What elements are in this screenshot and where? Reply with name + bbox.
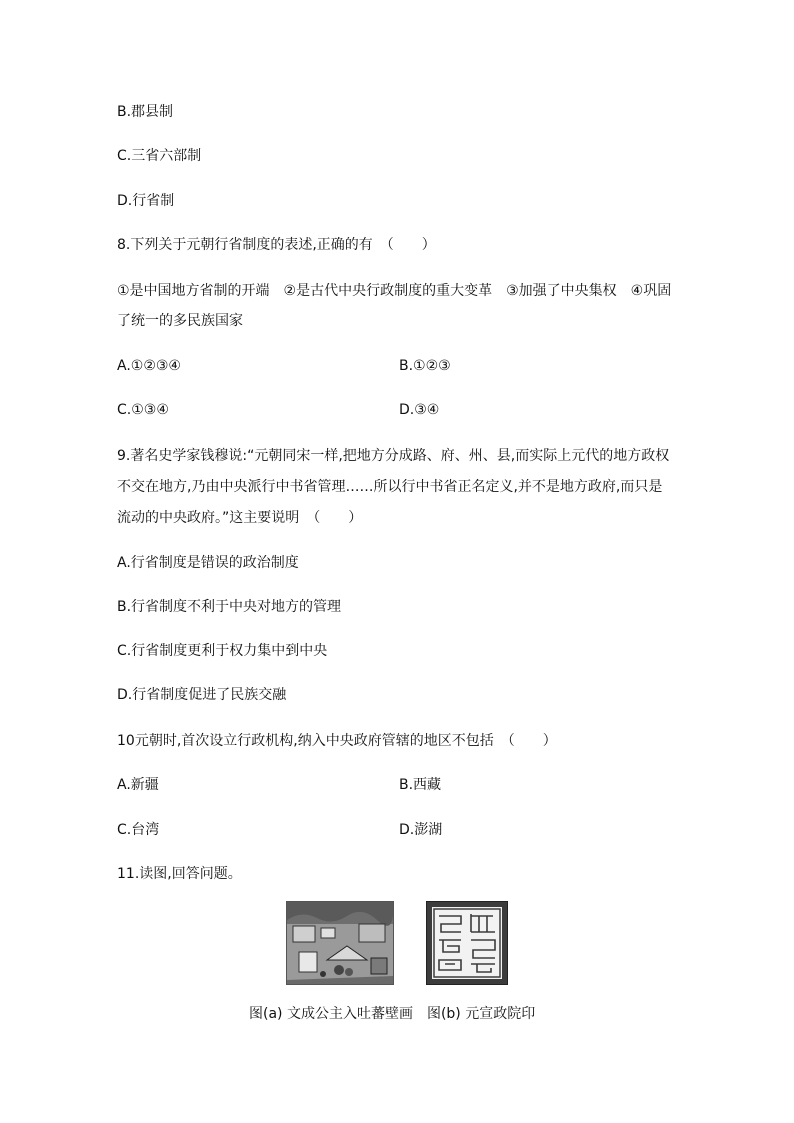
q8-option-c: C.①③④ [117,402,169,418]
caption-b: 图(b) 元宣政院印 [426,1006,536,1022]
figure-captions [249,1004,535,1024]
figure-group [0,901,794,985]
q9-stem-line2: 不交在地方,乃由中央派行中书省管理……所以行中书省正名定义,并不是地方政府,而只是 [117,479,663,495]
q8-stem: 8.下列关于元朝行省制度的表述,正确的有 （ ） [117,237,436,253]
seal-image [426,901,508,985]
q9-option-b: B.行省制度不利于中央对地方的管理 [117,599,342,615]
mural-image [286,901,394,985]
q10-option-b: B.西藏 [399,777,442,793]
q9-stem-line1: 9.著名史学家钱穆说:“元朝同宋一样,把地方分成路、府、州、县,而实际上元代的地方政权 [117,448,670,464]
q8-option-d: D.③④ [399,402,440,418]
q9-option-a: A.行省制度是错误的政治制度 [117,555,299,571]
mural-illustration [287,902,393,984]
q10-option-a: A.新疆 [117,777,159,793]
q10-option-c: C.台湾 [117,822,160,838]
q11-stem: 11.读图,回答问题。 [117,866,242,882]
q10-stem: 10元朝时,首次设立行政机构,纳入中央政府管辖的地区不包括 （ ） [117,733,557,749]
q7-option-c: C.三省六部制 [117,148,202,164]
q8-statements-line1: ①是中国地方省制的开端 ②是古代中央行政制度的重大变革 ③加强了中央集权 ④巩固 [117,283,672,299]
q8-option-a: A.①②③④ [117,358,181,374]
q7-option-d: D.行省制 [117,193,175,209]
q8-statements-line2: 了统一的多民族国家 [117,313,243,329]
seal-illustration [427,902,507,984]
q9-option-c: C.行省制度更利于权力集中到中央 [117,643,328,659]
q10-option-d: D.澎湖 [399,822,443,838]
q7-option-b: B.郡县制 [117,104,174,120]
q8-option-b: B.①②③ [399,358,451,374]
caption-a: 图(a) 文成公主入吐蕃壁画 [249,1006,413,1022]
q9-stem-line3: 流动的中央政府。”这主要说明 （ ） [117,510,363,526]
q9-option-d: D.行省制度促进了民族交融 [117,687,287,703]
